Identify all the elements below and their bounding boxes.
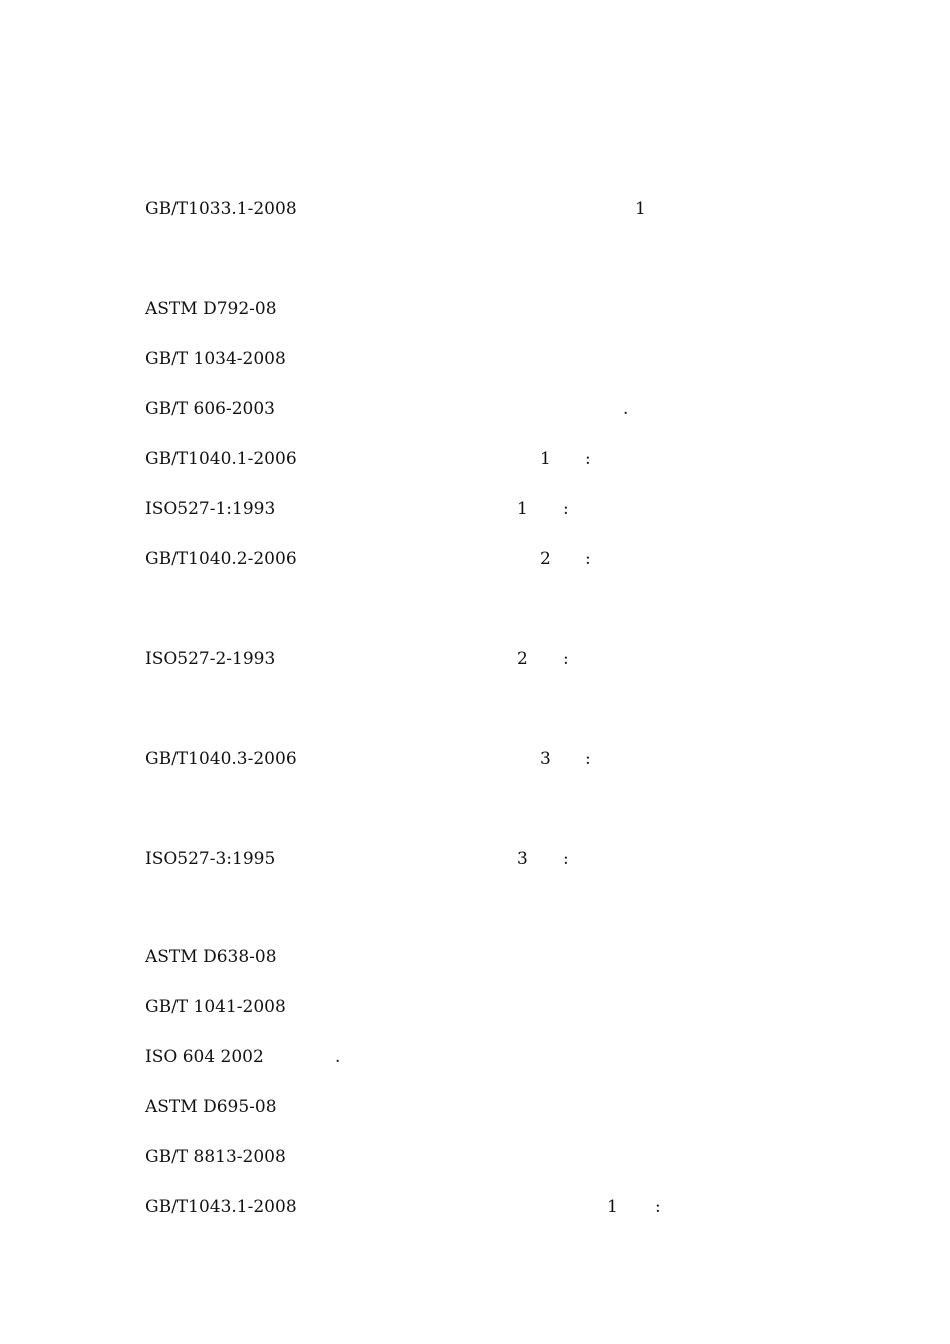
- line-segment: :: [563, 499, 569, 519]
- line-segment: 3: [517, 849, 528, 869]
- line-segment: ISO 604 2002: [145, 1047, 264, 1067]
- line-segment: :: [585, 549, 591, 569]
- line-segment: 1: [635, 199, 646, 219]
- line-segment: ASTM D695-08: [145, 1097, 277, 1117]
- line-segment: ISO527-2-1993: [145, 649, 276, 669]
- line-segment: 1: [607, 1197, 618, 1217]
- line-segment: GB/T 1034-2008: [145, 349, 286, 369]
- line-segment: ASTM D638-08: [145, 947, 277, 967]
- line-segment: .: [623, 399, 629, 419]
- line-segment: 2: [540, 549, 551, 569]
- line-segment: GB/T 8813-2008: [145, 1147, 286, 1167]
- line-segment: :: [585, 449, 591, 469]
- line-segment: 1: [540, 449, 551, 469]
- line-segment: GB/T 1041-2008: [145, 997, 286, 1017]
- line-segment: .: [335, 1047, 341, 1067]
- line-segment: GB/T1040.2-2006: [145, 549, 297, 569]
- line-segment: GB/T1043.1-2008: [145, 1197, 297, 1217]
- line-segment: :: [585, 749, 591, 769]
- line-segment: :: [563, 849, 569, 869]
- line-segment: ISO527-1:1993: [145, 499, 276, 519]
- line-segment: GB/T1033.1-2008: [145, 199, 297, 219]
- line-segment: :: [655, 1197, 661, 1217]
- line-segment: GB/T 606-2003: [145, 399, 275, 419]
- line-segment: 3: [540, 749, 551, 769]
- line-segment: 1: [517, 499, 528, 519]
- line-segment: ASTM D792-08: [145, 299, 277, 319]
- line-segment: ISO527-3:1995: [145, 849, 276, 869]
- line-segment: GB/T1040.3-2006: [145, 749, 297, 769]
- line-segment: :: [563, 649, 569, 669]
- line-segment: GB/T1040.1-2006: [145, 449, 297, 469]
- line-segment: 2: [517, 649, 528, 669]
